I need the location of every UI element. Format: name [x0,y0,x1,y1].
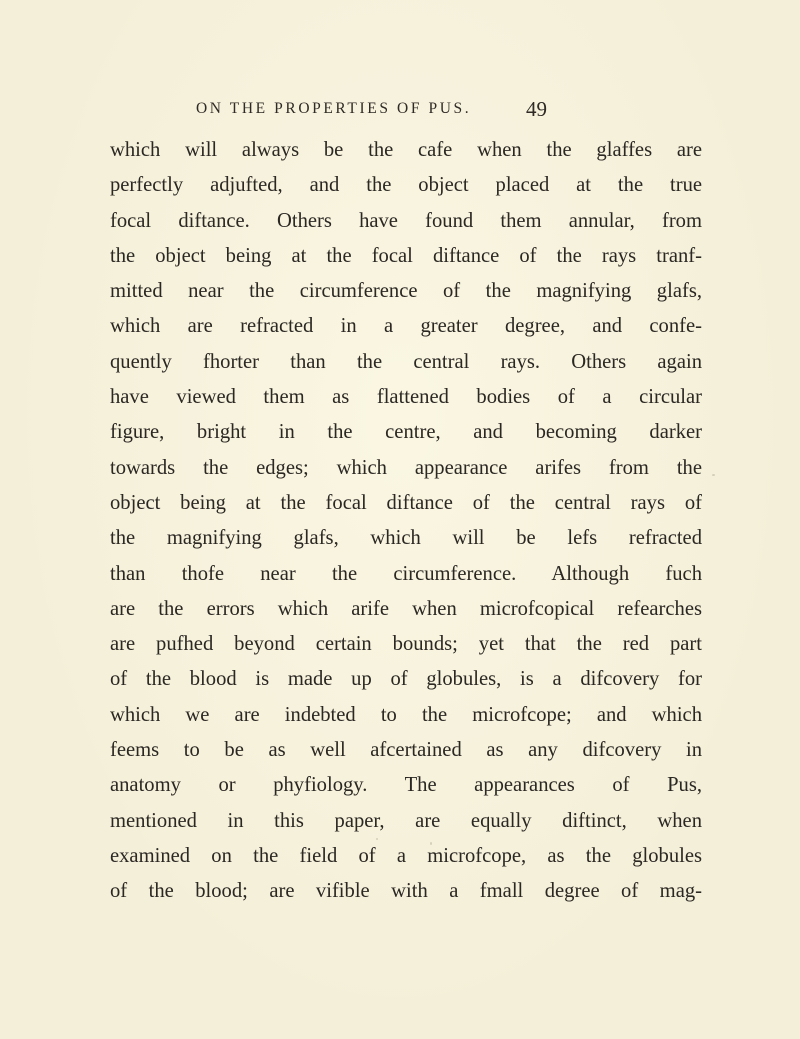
text-line: the magnifying glafs, which will be lefs refracted [110,527,702,550]
text-line: which we are indebted to the microfcope; and which [110,703,702,726]
text-line: mitted near the circumference of the magnifying glafs, [110,280,702,303]
text-line: figure, bright in the centre, and becoming darker [110,421,702,444]
text-line: are the errors which arife when microfcopical refearches [110,597,702,620]
text-line: feems to be as well afcertained as any difcovery in [110,739,702,762]
text-line: perfectly adjufted, and the object placed at the true [110,174,702,197]
text-line: mentioned in this paper, are equally diftinct, when [110,809,702,832]
text-line: which are refracted in a greater degree, and confe- [110,315,702,338]
text-line: of the blood; are vifible with a fmall degree of mag- [110,880,702,903]
text-line: which will always be the cafe when the glaffes are [110,139,702,161]
paper-speck [430,842,432,845]
text-line: focal diftance. Others have found them annular, from [110,209,702,232]
text-line: anatomy or phyfiology. The appearances of Pus, [110,774,702,797]
page-number: 49 [526,97,547,121]
paper-speck [712,474,715,476]
running-title: ON THE PROPERTIES OF PUS. [196,100,472,117]
text-line: object being at the focal diftance of the central rays of [110,491,702,514]
text-line: of the blood is made up of globules, is a difcovery for [110,668,702,691]
text-line: are pufhed beyond certain bounds; yet that the red part [110,633,702,656]
text-line: towards the edges; which appearance arifes from the [110,456,702,479]
running-head [0,92,800,122]
text-line: than thofe near the circumference. Although fuch [110,562,702,585]
text-line: examined on the field of a microfcope, as the globules [110,844,702,867]
text-line: the object being at the focal diftance of the rays tranf- [110,244,702,267]
text-line: have viewed them as flattened bodies of a circular [110,386,702,409]
text-line: quently fhorter than the central rays. Others again [110,350,702,373]
paper-speck [376,838,378,840]
body-text [110,133,702,910]
